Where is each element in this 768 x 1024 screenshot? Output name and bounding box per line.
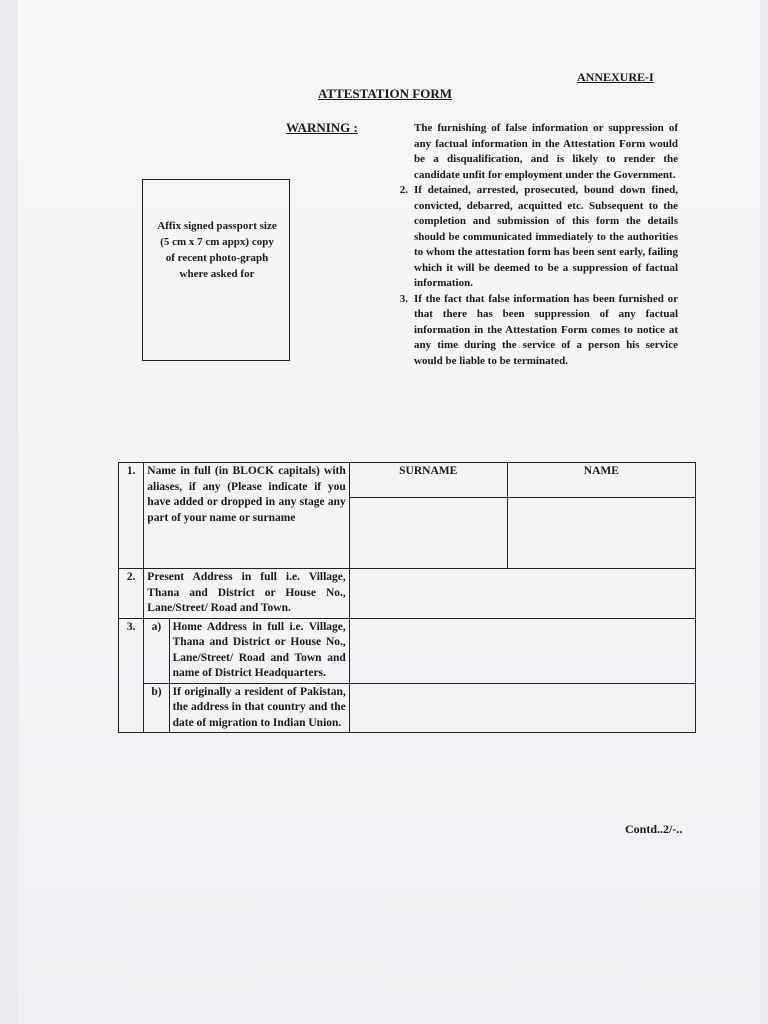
- surname-header: SURNAME: [349, 463, 507, 498]
- present-address-field[interactable]: [349, 569, 695, 619]
- pakistan-address-field[interactable]: [349, 683, 695, 733]
- photo-instruction: Affix signed passport size (5 cm x 7 cm appx) copy of recent photo-graph where asked for: [157, 220, 277, 280]
- warning-number: 2.: [399, 184, 408, 196]
- attestation-table: [118, 462, 696, 733]
- warning-list: [380, 121, 678, 369]
- table-row: [119, 463, 696, 498]
- annexure-label: ANNEXURE-I: [577, 70, 654, 84]
- table-row: [119, 569, 696, 619]
- row-number: 1.: [119, 463, 144, 569]
- warning-label: WARNING :: [286, 120, 358, 135]
- warning-text: If the fact that false information has been furnished or that there has been suppression of any factual information in the Attestation Form comes to notice at any time during the service of a person his service would be liable to be terminated.: [414, 292, 678, 367]
- warning-item: [380, 121, 678, 183]
- sub-item-label: b): [144, 683, 169, 733]
- warning-text: If detained, arrested, prosecuted, bound down fined, convicted, debarred, acquitted etc. Subsequent to the completion and submission of this form the details should be communicated immediately to the authorities to whom the attestation form has been sent early, failing which it will be deemed to be a suppression of factual information.: [414, 184, 678, 289]
- name-header: NAME: [507, 463, 695, 498]
- name-label: Name in full (in BLOCK capitals) with aliases, if any (Please indicate if you have added or dropped in any stage any part of your name or surname: [144, 463, 349, 569]
- warning-item: [380, 292, 678, 370]
- warning-text: The furnishing of false information or suppression of any factual information in the Attestation Form would be a disqualification, and is likely to render the candidate unfit for employment under the Government.: [414, 122, 678, 181]
- document-page: [18, 0, 760, 1024]
- table-row: [119, 683, 696, 733]
- home-address-label: Home Address in full i.e. Village, Thana and District or House No., Lane/Street/ Road and Town and name of District Headquarters.: [169, 618, 349, 683]
- form-title: ATTESTATION FORM: [318, 86, 452, 101]
- name-field[interactable]: [507, 498, 695, 569]
- home-address-field[interactable]: [349, 618, 695, 683]
- pakistan-address-label: If originally a resident of Pakistan, the address in that country and the date of migration to Indian Union.: [169, 683, 349, 733]
- table-row: [119, 618, 696, 683]
- warning-item: [380, 183, 678, 292]
- sub-item-label: a): [144, 618, 169, 683]
- continued-note: Contd..2/-..: [625, 822, 683, 836]
- row-number: 2.: [119, 569, 144, 619]
- present-address-label: Present Address in full i.e. Village, Thana and District or House No., Lane/Street/ Road and Town.: [144, 569, 349, 619]
- warning-number: 3.: [399, 292, 408, 305]
- photo-box[interactable]: [142, 179, 290, 361]
- warning-number: [380, 121, 414, 183]
- row-number: 3.: [119, 618, 144, 733]
- surname-field[interactable]: [349, 498, 507, 569]
